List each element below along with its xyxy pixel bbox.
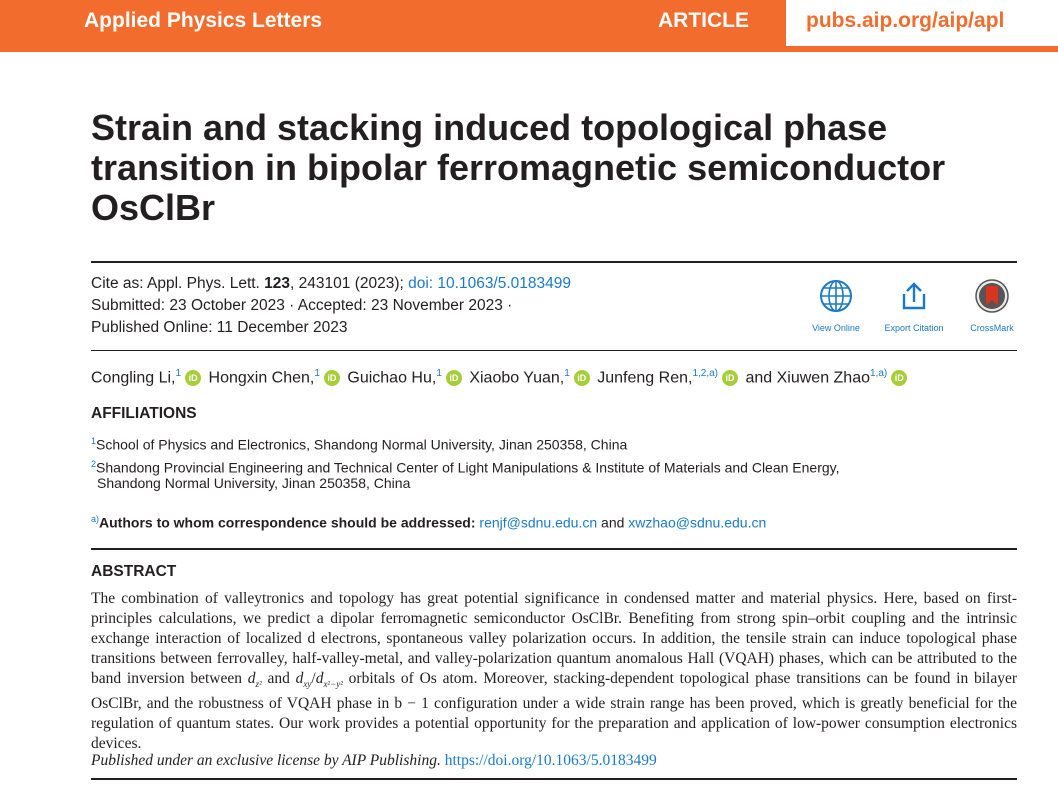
divider	[91, 261, 1017, 263]
view-online-label[interactable]: View Online	[812, 323, 860, 333]
crossmark-label[interactable]: CrossMark	[970, 323, 1014, 333]
orcid-icon[interactable]: iD	[446, 370, 462, 386]
abstract-text: The combination of valleytronics and topology has great potential significance in condensed matter and material physics. Here, based on first-principles calculations, we predict a dipolar ferromagnetic semiconductor OsClBr. Benefiting from strong spin–orbit coupling and the intrinsic exchange interaction of localized d electrons, spontaneous valley polarization occurs. In addition, the tensile strain can induce topological phase transitions between ferrovalley, half-valley-metal, and valley-polarization quantum anomalous Hall (VQAH) phases, which can be attributed to the band inversion between $d_{z^2}$ and $d_{xy}/d_{x^2-y^2}$ orbitals of Os atom. Moreover, stacking-dependent topological phase transitions can be found in bilayer OsClBr, and the robustness of VQAH phase in b − 1 configuration under a wide strain range has been proved, which is greatly beneficial for the regulation of quantum states. Our work provides a potential opportunity for the preparation and application of low-power consumption electronics devices.	[91, 590, 1017, 753]
crossmark-button[interactable]	[952, 278, 1032, 333]
journal-url[interactable]: pubs.aip.org/aip/apl	[806, 9, 1005, 32]
journal-header	[0, 0, 1058, 52]
orcid-icon[interactable]: iD	[185, 370, 201, 386]
divider	[91, 778, 1017, 780]
dates-line-1: Submitted: 23 October 2023 · Accepted: 23 November 2023 ·	[91, 297, 513, 314]
affiliation-2: $^2$Shandong Provincial Engineering and Technical Center of Light Manipulations & Institute of Materials and Clean Energy,	[91, 459, 840, 476]
affiliations-heading: AFFILIATIONS	[91, 405, 197, 422]
correspondence-line: $^{a)}$Authors to whom correspondence should be addressed: renjf@sdnu.edu.cn and xwzhao@sdnu.edu.cn	[91, 514, 767, 531]
crossmark-icon	[974, 278, 1010, 314]
divider	[91, 548, 1017, 550]
orcid-icon[interactable]: iD	[574, 370, 590, 386]
export-icon	[896, 278, 932, 314]
doi-url-link[interactable]: https://doi.org/10.1063/5.0183499	[444, 752, 657, 769]
globe-icon	[818, 278, 854, 314]
affiliation-2-cont: Shandong Normal University, Jinan 250358, China	[97, 475, 411, 491]
email-link[interactable]: xwzhao@sdnu.edu.cn	[628, 514, 767, 531]
orcid-icon[interactable]: iD	[324, 370, 340, 386]
dates-line-2: Published Online: 11 December 2023	[91, 319, 348, 336]
article-title: Strain and stacking induced topological phase transition in bipolar ferromagnetic semiconductor OsClBr	[91, 107, 946, 228]
export-citation-button[interactable]	[874, 278, 954, 333]
affiliation-1: $^1$School of Physics and Electronics, Shandong Normal University, Jinan 250358, China	[91, 436, 628, 453]
article-type: ARTICLE	[658, 9, 749, 32]
divider	[91, 350, 1017, 351]
doi-link[interactable]: doi: 10.1063/5.0183499	[408, 275, 572, 292]
url-box[interactable]	[786, 0, 1058, 46]
license-line: Published under an exclusive license by AIP Publishing. https://doi.org/10.1063/5.0183499	[91, 752, 657, 769]
export-citation-label[interactable]: Export Citation	[884, 323, 944, 333]
author-name[interactable]: Junfeng Ren,	[597, 369, 693, 387]
author-name[interactable]: Hongxin Chen,	[208, 369, 315, 387]
citation-line: Cite as: Appl. Phys. Lett. 123, 243101 (2023); doi: 10.1063/5.0183499	[91, 275, 572, 292]
view-online-button[interactable]	[796, 278, 876, 333]
email-link[interactable]: renjf@sdnu.edu.cn	[479, 514, 598, 531]
orcid-icon[interactable]: iD	[722, 370, 738, 386]
orcid-icon[interactable]: iD	[891, 370, 907, 386]
author-name[interactable]: and Xiuwen Zhao	[745, 369, 870, 387]
author-name[interactable]: Guichao Hu,	[347, 369, 437, 387]
author-list: Congling Li,$^1$ iD Hongxin Chen,$^1$ iD Guichao Hu,$^1$ iD Xiaobo Yuan,$^1$ iD Junfeng Ren,$^{1,2,a)}$ iD and Xiuwen Zhao$^{1,a)}$ iD	[91, 362, 910, 390]
author-name[interactable]: Xiaobo Yuan,	[469, 369, 565, 387]
abstract-heading: ABSTRACT	[91, 563, 177, 580]
author-name[interactable]: Congling Li,	[91, 369, 176, 387]
journal-name[interactable]: Applied Physics Letters	[84, 9, 323, 32]
